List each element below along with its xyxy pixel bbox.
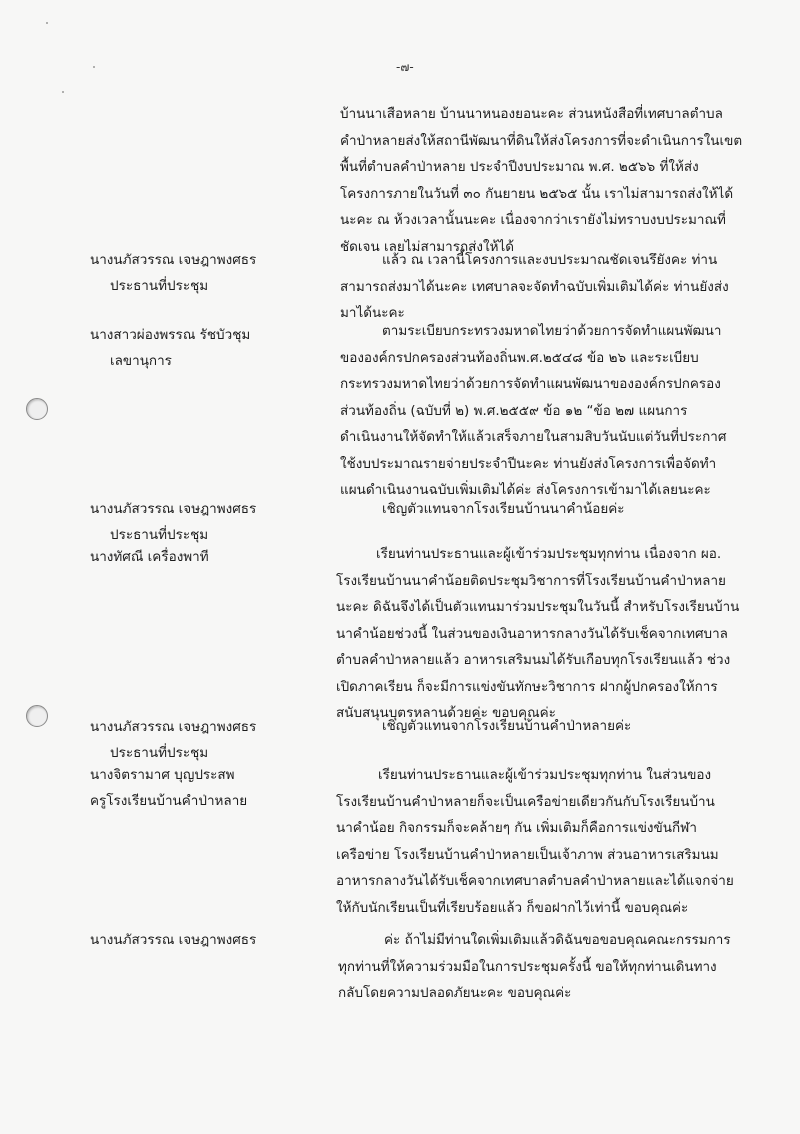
speaker-role: ประธานที่ประชุม bbox=[110, 527, 209, 543]
text-line: คำป่าหลายส่งให้สถานีพัฒนาที่ดินให้ส่งโครงการที่จะดำเนินการในเขต bbox=[340, 132, 743, 149]
text-line: ตามระเบียบกระทรวงมหาดไทยว่าด้วยการจัดทำแผนพัฒนา bbox=[382, 323, 722, 339]
speaker-name: นางนภัสวรรณ เจษฎาพงศธร bbox=[90, 252, 257, 268]
paragraph bbox=[338, 927, 731, 1007]
punch-hole bbox=[26, 398, 48, 420]
text-line: เชิญตัวแทนจากโรงเรียนบ้านนาคำน้อยค่ะ bbox=[382, 501, 625, 517]
text-line: กระทรวงมหาดไทยว่าด้วยการจัดทำแผนพัฒนาขององค์กรปกครอง bbox=[340, 376, 721, 392]
scan-speck bbox=[93, 66, 95, 68]
paragraph bbox=[340, 101, 742, 260]
text-line: นะคะ ดิฉันจึงได้เป็นตัวแทนมาร่วมประชุมในวันนี้ สำหรับโรงเรียนบ้าน bbox=[336, 599, 740, 615]
text-line: แล้ว ณ เวลานี้โครงการและงบประมาณชัดเจนรึยังคะ ท่าน bbox=[382, 252, 718, 268]
speaker-label bbox=[90, 322, 250, 374]
text-line: โครงการภายในวันที่ ๓๐ กันยายน ๒๕๖๕ นั้น เราไม่สามารถส่งให้ได้ bbox=[340, 185, 734, 202]
paragraph bbox=[382, 496, 625, 523]
speaker-role: ประธานที่ประชุม bbox=[110, 745, 209, 761]
text-line: กลับโดยความปลอดภัยนะคะ ขอบคุณค่ะ bbox=[338, 985, 572, 1001]
speaker-role: ครูโรงเรียนบ้านคำป่าหลาย bbox=[90, 793, 248, 809]
speaker-name: นางนภัสวรรณ เจษฎาพงศธร bbox=[90, 501, 257, 517]
speaker-label bbox=[90, 496, 256, 548]
text-line: เปิดภาคเรียน ก็จะมีการแข่งขันทักษะวิชาการ ฝากผู้ปกครองให้การ bbox=[336, 678, 718, 695]
text-line: นาคำน้อยช่วงนี้ ในส่วนของเงินอาหารกลางวันได้รับเช็คจากเทศบาล bbox=[336, 625, 728, 642]
text-line: เรียนท่านประธานและผู้เข้าร่วมประชุมทุกท่าน ในส่วนของ bbox=[378, 767, 712, 783]
speaker-label bbox=[90, 762, 247, 814]
text-line: โรงเรียนบ้านคำป่าหลายก็จะเป็นเครือข่ายเดียวกันกับโรงเรียนบ้าน bbox=[336, 793, 715, 810]
text-line: มาได้นะคะ bbox=[340, 305, 405, 321]
paragraph bbox=[340, 318, 726, 504]
speaker-name: นางจิตรามาศ บุญประสพ bbox=[90, 767, 235, 783]
speaker-label bbox=[90, 927, 256, 953]
text-line: บ้านนาเสือหลาย บ้านนาหนองยอนะคะ ส่วนหนังสือที่เทศบาลตำบล bbox=[340, 106, 723, 122]
text-line: ขององค์กรปกครองส่วนท้องถิ่นพ.ศ.๒๕๔๘ ข้อ ๒๖ และระเบียบ bbox=[340, 349, 699, 366]
punch-hole bbox=[26, 705, 48, 727]
text-line: เชิญตัวแทนจากโรงเรียนบ้านคำป่าหลายค่ะ bbox=[382, 718, 632, 734]
text-line: ให้กับนักเรียนเป็นที่เรียบร้อยแล้ว ก็ขอฝากไว้เท่านี้ ขอบคุณค่ะ bbox=[336, 899, 689, 916]
text-line: อาหารกลางวันได้รับเช็คจากเทศบาลตำบลคำป่าหลายและได้แจกจ่าย bbox=[336, 873, 734, 889]
speaker-label bbox=[90, 714, 256, 766]
scan-speck bbox=[62, 91, 64, 93]
speaker-label bbox=[90, 544, 209, 570]
scan-speck bbox=[46, 22, 48, 24]
paragraph bbox=[340, 247, 729, 327]
text-line: นาคำน้อย กิจกรรมก็จะคล้ายๆ กัน เพิ่มเติมก็คือการแข่งขันกีฬา bbox=[336, 820, 697, 836]
speaker-name: นางนภัสวรรณ เจษฎาพงศธร bbox=[90, 932, 257, 948]
speaker-name: นางนภัสวรรณ เจษฎาพงศธร bbox=[90, 719, 257, 735]
text-line: ดำเนินงานให้จัดทำให้แล้วเสร็จภายในสามสิบวันนับแต่วันที่ประกาศ bbox=[340, 429, 727, 445]
text-line: ส่วนท้องถิ่น (ฉบับที่ ๒) พ.ศ.๒๕๕๙ ข้อ ๑๒ “ข้อ ๒๗ แผนการ bbox=[340, 402, 688, 419]
text-line: แผนดำเนินงานฉบับเพิ่มเติมได้ค่ะ ส่งโครงการเข้ามาได้เลยนะคะ bbox=[340, 482, 711, 498]
speaker-name: นางสาวผ่องพรรณ รัชบัวชุม bbox=[90, 327, 251, 343]
text-line: โรงเรียนบ้านนาคำน้อยติดประชุมวิชาการที่โรงเรียนบ้านคำป่าหลาย bbox=[336, 572, 726, 589]
text-line: เครือข่าย โรงเรียนบ้านคำป่าหลายเป็นเจ้าภาพ ส่วนอาหารเสริมนม bbox=[336, 846, 719, 863]
paragraph bbox=[382, 713, 631, 740]
text-line: ชัดเจน เลยไม่สามารถส่งให้ได้ bbox=[340, 238, 515, 255]
text-line: เรียนท่านประธานและผู้เข้าร่วมประชุมทุกท่าน เนื่องจาก ผอ. bbox=[376, 546, 722, 562]
text-line: ทุกท่านที่ให้ความร่วมมือในการประชุมครั้งนี้ ขอให้ทุกท่านเดินทาง bbox=[338, 958, 717, 975]
text-line: สามารถส่งมาได้นะคะ เทศบาลจะจัดทำฉบับเพิ่มเติมได้ค่ะ ท่านยังส่ง bbox=[340, 278, 729, 295]
text-line: ค่ะ ถ้าไม่มีท่านใดเพิ่มเติมแล้วดิฉันขอขอบคุณคณะกรรมการ bbox=[384, 932, 731, 948]
text-line: นะคะ ณ ห้วงเวลานั้นนะคะ เนื่องจากว่าเรายังไม่ทราบงบประมาณที่ bbox=[340, 212, 726, 228]
text-line: สนับสนุนบุตรหลานด้วยค่ะ ขอบคุณค่ะ bbox=[336, 705, 556, 721]
text-line: ตำบลคำป่าหลายแล้ว อาหารเสริมนมได้รับเกือบทุกโรงเรียนแล้ว ช่วง bbox=[336, 652, 731, 668]
speaker-role: ประธานที่ประชุม bbox=[110, 278, 209, 294]
speaker-label bbox=[90, 247, 256, 299]
paragraph bbox=[336, 541, 739, 727]
page-number: -๗- bbox=[396, 60, 414, 74]
text-line: พื้นที่ตำบลคำป่าหลาย ประจำปีงบประมาณ พ.ศ. ๒๕๖๖ ที่ให้ส่ง bbox=[340, 159, 699, 175]
speaker-role: เลขานุการ bbox=[110, 353, 172, 369]
paragraph bbox=[336, 762, 734, 921]
speaker-name: นางทัศณี เครื่องพาที bbox=[90, 549, 209, 565]
text-line: ใช้งบประมาณรายจ่ายประจำปีนะคะ ท่านยังส่งโครงการเพื่อจัดทำ bbox=[340, 455, 717, 472]
